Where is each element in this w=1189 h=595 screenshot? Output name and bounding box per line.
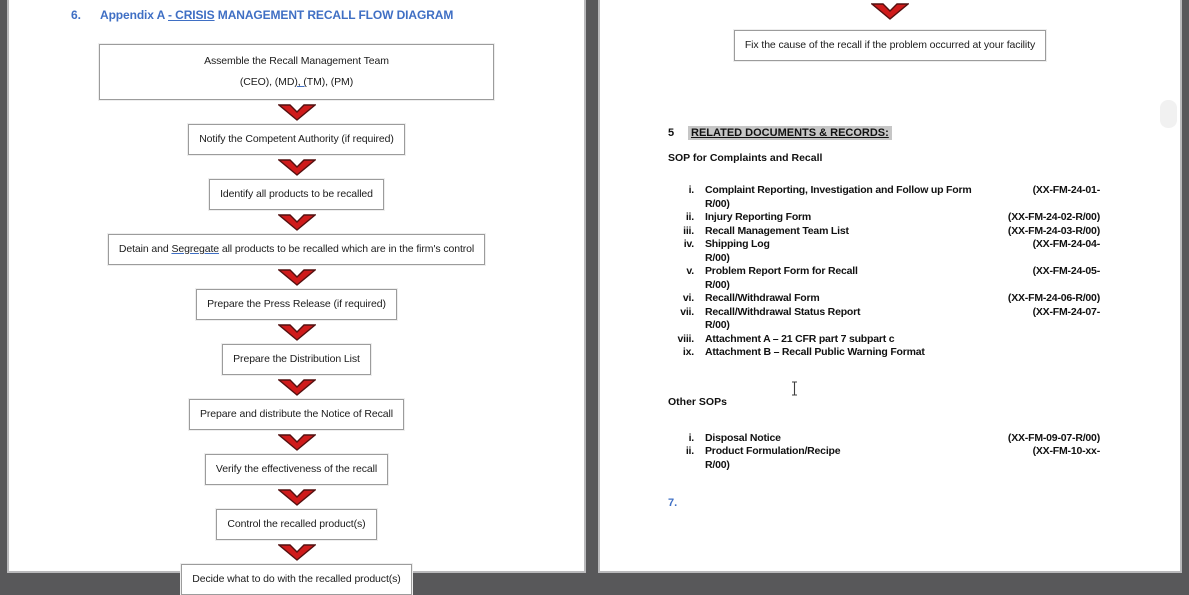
form-code-wrap: R/00) [705,251,730,264]
flow-arrow-icon [278,544,316,561]
appendix-number: 6. [71,8,81,22]
list-number: vii. [680,305,694,318]
list-number: i. [688,184,694,196]
form-code: (XX-FM-24-01- [1032,184,1100,196]
form-code: (XX-FM-24-02-R/00) [1007,211,1100,223]
document-list-item [668,292,1100,306]
flow-box-decide-product: Decide what to do with the recalled product(s) [181,564,411,595]
other-sops-list [668,432,1100,473]
document-name: Disposal Notice [705,431,781,444]
list-number: ix. [682,346,694,358]
document-name: Recall/Withdrawal Form [705,292,820,304]
sop-subheading: SOP for Complaints and Recall [668,152,823,164]
list-number: iii. [683,224,694,237]
flow-box-verify-effectiveness: Verify the effectiveness of the recall [205,454,388,485]
flow-arrow-icon [278,489,316,506]
flow-box-detain-segregate [108,234,485,265]
list-number: ii. [685,211,694,223]
list-number: ii. [685,445,694,457]
document-name: Recall/Withdrawal Status Report [705,305,861,318]
document-list-item [668,333,1100,347]
next-section-number: 7. [668,497,678,509]
flowchart-continued [600,0,1180,61]
document-list-item [668,445,1100,472]
document-name: Complaint Reporting, Investigation and Follow up Form [705,184,972,196]
list-number: vi. [682,292,694,304]
form-code: (XX-FM-24-03-R/00) [1007,224,1100,237]
form-code: (XX-FM-10-xx- [1032,445,1100,457]
form-code: (XX-FM-09-07-R/00) [1007,431,1100,444]
flow-box-assemble-team [99,44,494,100]
form-code-wrap: R/00) [705,319,730,331]
document-list-item [668,346,1100,360]
document-name: Attachment B – Recall Public Warning Format [705,346,925,358]
list-number: viii. [677,332,694,345]
document-list-item [668,265,1100,292]
flow-text: (CEO), (MD [239,76,295,88]
document-list-item [668,306,1100,333]
document-name: Injury Reporting Form [705,211,812,223]
text-cursor [791,381,798,396]
appendix-title [71,8,584,22]
flow-arrow-icon [278,159,316,176]
form-code: (XX-FM-24-07- [1032,305,1100,318]
flow-arrow-icon [278,214,316,231]
other-sops-heading: Other SOPs [668,395,727,408]
flow-box-control-product: Control the recalled product(s) [216,509,376,540]
appendix-title-text [100,8,453,22]
page-left[interactable] [9,0,584,585]
list-number: v. [686,265,694,277]
flow-text: TM), (PM) [306,76,354,88]
document-name: Attachment A – 21 CFR part 7 subpart c [705,332,895,345]
flow-text: all products to be recalled which are in the firm's control [219,243,475,255]
document-list-item [668,184,1100,211]
form-code: (XX-FM-24-04- [1032,238,1100,250]
flow-arrow-icon [278,379,316,396]
recall-flowchart [9,44,584,595]
list-number: iv. [683,238,694,250]
form-code: (XX-FM-24-06-R/00) [1007,292,1100,304]
flow-box-line [110,72,483,93]
flow-box-line: Assemble the Recall Management Team [204,55,389,67]
flow-arrow-icon [278,269,316,286]
document-list-item [668,225,1100,239]
document-list-item [668,238,1100,265]
list-number: i. [688,431,694,444]
title-part: Appendix A [100,8,169,22]
flow-arrow-icon [278,434,316,451]
flow-box-press-release: Prepare the Press Release (if required) [196,289,397,320]
document-name: Recall Management Team List [705,224,849,237]
flow-box-wrap [734,30,1046,61]
document-list-item [668,211,1100,225]
page-right[interactable] [600,0,1180,571]
form-code-wrap: R/00) [705,458,730,471]
flow-text-underlined: Segregate [171,243,220,255]
form-code: (XX-FM-24-05- [1032,265,1100,277]
flow-arrow-icon [871,3,909,20]
scrollbar-thumb[interactable] [1160,100,1177,128]
document-name: Problem Report Form for Recall [705,265,858,277]
section-number: 5 [668,127,675,139]
form-code-wrap: R/00) [705,278,730,291]
title-part-underlined: - CRISIS [168,8,215,22]
flow-box-fix-cause: Fix the cause of the recall if the problem occurred at your facility [734,30,1046,61]
form-code-wrap: R/00) [705,197,730,210]
flow-text: Detain and [118,243,172,255]
section-title: RELATED DOCUMENTS & RECORDS: [688,126,892,140]
flow-box-notice-of-recall: Prepare and distribute the Notice of Recall [189,399,404,430]
flow-box-distribution-list: Prepare the Distribution List [222,344,371,375]
flow-box-notify-authority: Notify the Competent Authority (if required) [188,124,405,155]
document-name: Product Formulation/Recipe [705,445,841,457]
flow-arrow-icon [278,324,316,341]
flow-text-underlined: ), ( [294,76,307,88]
document-list-item [668,432,1100,446]
title-part: MANAGEMENT RECALL FLOW DIAGRAM [214,8,454,22]
document-name: Shipping Log [705,238,770,250]
flow-box-identify-products: Identify all products to be recalled [209,179,384,210]
related-documents-list [668,184,1100,360]
section-heading [668,127,1180,139]
flow-arrow-icon [278,104,316,121]
